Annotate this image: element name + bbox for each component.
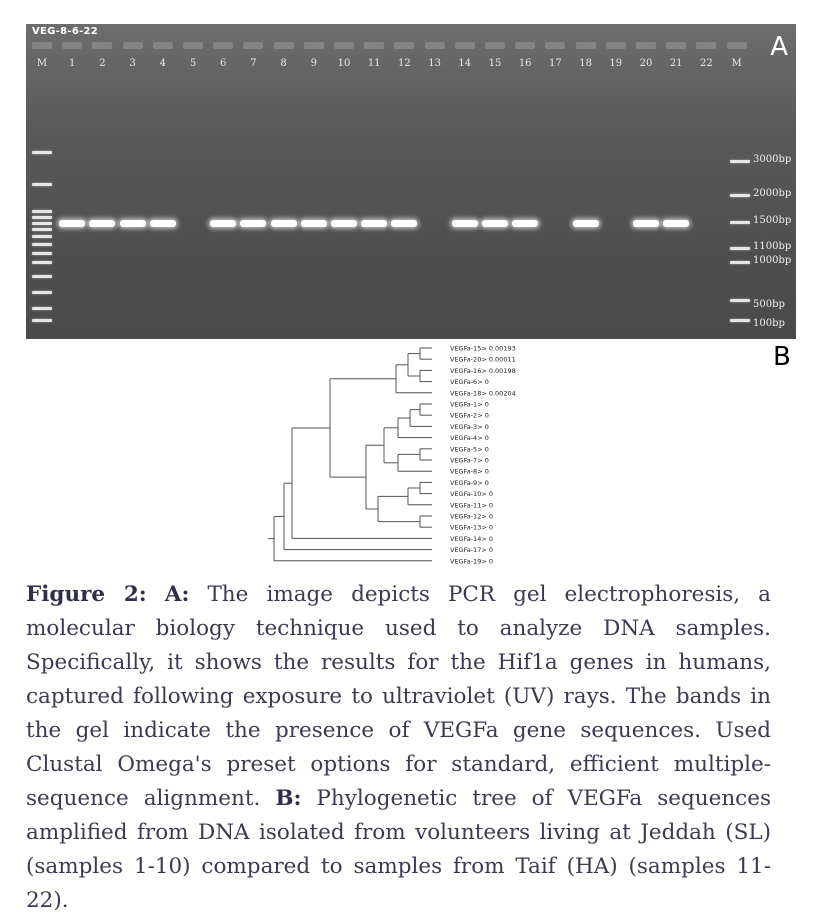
lane-label: M [731, 58, 742, 69]
lane-label: 3 [129, 58, 136, 69]
gel-well [666, 42, 686, 49]
ladder-band [730, 261, 750, 264]
lane-label: 15 [488, 58, 502, 69]
dna-band [633, 220, 659, 227]
tree-leaf-label: VEGFa-1> 0 [450, 400, 489, 409]
lane-label: 16 [518, 58, 532, 69]
lane-label: 7 [250, 58, 257, 69]
marker-size-label: 500bp [753, 299, 785, 310]
gel-well [485, 42, 505, 49]
ladder-band [32, 261, 52, 264]
dna-band [210, 220, 236, 227]
ladder-band [32, 151, 52, 154]
tree-leaf-label: VEGFa-8> 0 [450, 467, 489, 476]
gel-id-label: VEG-8-6-22 [32, 26, 99, 37]
marker-size-label: 1500bp [753, 215, 792, 226]
gel-well [274, 42, 294, 49]
caption-part-b-label: B: [275, 786, 302, 811]
dna-band [361, 220, 387, 227]
tree-leaf-label: VEGFa-6> 0 [450, 378, 489, 387]
dna-band [89, 220, 115, 227]
gel-well [425, 42, 445, 49]
lane-label: 12 [398, 58, 411, 69]
tree-leaf-label: VEGFa-18> 0.00204 [450, 389, 516, 398]
panel-a-letter: A [770, 32, 788, 62]
ladder-band [730, 221, 750, 224]
lane-label: 5 [189, 58, 197, 69]
dna-band [150, 220, 176, 227]
caption-text-a: The image depicts PCR gel electrophoresis, a molecular biology technique used to analyze DNA samples. Specifically, it shows the results for the Hif1a genes in humans, captured following exposure to ultraviolet (UV) rays. The bands in the gel indicate the presence of VEGFa gene sequences. Used Clustal Omega's preset options for standard, efficient multiple-sequence alignment. [26, 582, 771, 811]
lane-label: 8 [280, 58, 287, 69]
gel-well [213, 42, 233, 49]
gel-well [636, 42, 656, 49]
ladder-band [730, 319, 750, 322]
lane-label: 13 [428, 58, 441, 69]
tree-leaf-label: VEGFa-3> 0 [450, 422, 489, 431]
marker-size-label: 2000bp [753, 188, 792, 199]
ladder-band [32, 275, 52, 278]
tree-leaf-label: VEGFa-4> 0 [450, 434, 489, 443]
dna-band [331, 220, 357, 227]
ladder-band [32, 216, 52, 219]
tree-leaf-label: VEGFa-12> 0 [450, 512, 493, 521]
gel-well [183, 42, 203, 49]
tree-leaf-label: VEGFa-7> 0 [450, 456, 489, 465]
ladder-band [730, 160, 750, 163]
dna-band [271, 220, 297, 227]
caption-text-b: Phylogenetic tree of VEGFa sequences amplified from DNA isolated from volunteers living at Jeddah (SL) (samples 1-10) compared to samples from Taif (HA) (samples 11-22). [26, 786, 771, 913]
gel-well [32, 42, 52, 49]
gel-well [62, 42, 82, 49]
tree-leaf-label: VEGFa-5> 0 [450, 445, 489, 454]
ladder-band [32, 222, 52, 225]
tree-leaf-label: VEGFa-20> 0.00011 [450, 355, 516, 364]
ladder-band [32, 228, 52, 231]
ladder-band [32, 235, 52, 238]
marker-size-label: 1100bp [753, 241, 792, 252]
dna-band [120, 220, 146, 227]
lane-label: 4 [159, 58, 166, 69]
gel-well [606, 42, 626, 49]
gel-well [696, 42, 716, 49]
caption-figure-label: Figure 2: [26, 582, 147, 607]
lane-label: 11 [367, 58, 381, 69]
lane-label: 22 [700, 58, 713, 69]
lane-label: 14 [458, 58, 472, 69]
gel-well [92, 42, 112, 49]
gel-well [334, 42, 354, 49]
dna-band [573, 220, 599, 227]
dna-band [482, 220, 508, 227]
tree-leaf-label: VEGFa-14> 0 [450, 534, 493, 543]
tree-leaf-label: VEGFa-17> 0 [450, 546, 493, 555]
lane-label: 21 [669, 58, 683, 69]
gel-well [515, 42, 535, 49]
gel-well [123, 42, 143, 49]
gel-well [153, 42, 173, 49]
ladder-band [730, 247, 750, 250]
gel-well [304, 42, 324, 49]
ladder-band [32, 291, 52, 294]
marker-size-label: 1000bp [753, 255, 792, 266]
phylogenetic-tree [0, 340, 819, 565]
tree-leaf-label: VEGFa-2> 0 [450, 411, 489, 420]
ladder-band [32, 307, 52, 310]
lane-label: 1 [69, 58, 76, 69]
lane-label: 17 [549, 58, 562, 69]
ladder-band [32, 210, 52, 213]
marker-size-label: 100bp [753, 318, 785, 329]
gel-well [243, 42, 263, 49]
lane-label: 19 [609, 58, 623, 69]
tree-leaf-label: VEGFa-16> 0.00198 [450, 366, 516, 375]
figure-caption [26, 578, 771, 918]
tree-leaf-label: VEGFa-11> 0 [450, 501, 493, 510]
tree-leaf-label: VEGFa-9> 0 [450, 478, 489, 487]
ladder-band [32, 252, 52, 255]
lane-label: M [36, 58, 48, 69]
lane-label: 6 [220, 58, 227, 69]
ladder-band [32, 319, 52, 322]
tree-leaf-label: VEGFa-10> 0 [450, 490, 493, 499]
lane-label: 10 [337, 58, 351, 69]
dna-band [59, 220, 85, 227]
gel-well [364, 42, 384, 49]
dna-band [512, 220, 538, 227]
panel-b-letter: B [773, 342, 791, 372]
ladder-band [32, 243, 52, 246]
dna-band [240, 220, 266, 227]
lane-label: 2 [99, 58, 106, 69]
gel-well [394, 42, 414, 49]
dna-band [301, 220, 327, 227]
tree-leaf-label: VEGFa-19> 0 [450, 557, 493, 565]
phylogenetic-tree-panel [0, 340, 819, 565]
gel-electrophoresis-image [26, 24, 796, 339]
tree-leaf-label: VEGFa-13> 0 [450, 523, 493, 532]
lane-label: 9 [310, 58, 317, 69]
gel-well [576, 42, 596, 49]
ladder-band [32, 183, 52, 186]
gel-well [455, 42, 475, 49]
gel-well [727, 42, 747, 49]
lane-label: 20 [639, 58, 653, 69]
ladder-band [730, 299, 750, 302]
lane-label: 18 [579, 58, 592, 69]
caption-part-a-label: A: [164, 582, 190, 607]
dna-band [391, 220, 417, 227]
tree-leaf-label: VEGFa-15> 0.00193 [450, 344, 516, 353]
dna-band [452, 220, 478, 227]
dna-band [663, 220, 689, 227]
ladder-band [730, 194, 750, 197]
marker-size-label: 3000bp [753, 154, 792, 165]
gel-well [545, 42, 565, 49]
